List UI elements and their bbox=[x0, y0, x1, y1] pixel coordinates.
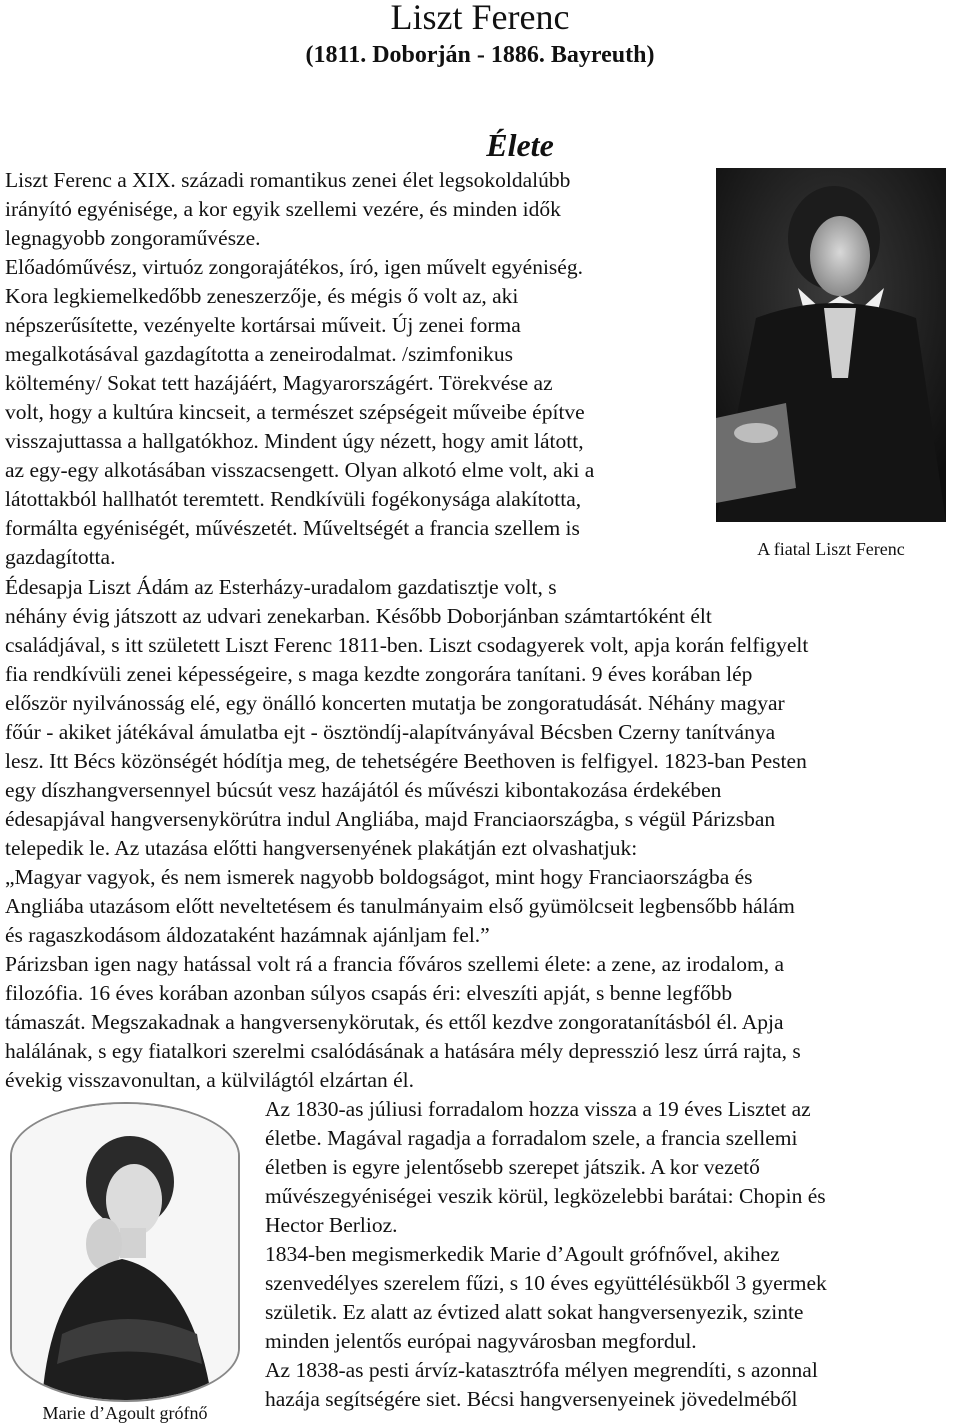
text-line: születik. Ez alatt az évtized alatt sokat hangversenyezik, szinte bbox=[265, 1300, 804, 1324]
young-liszt-portrait bbox=[716, 168, 946, 522]
text-line: legnagyobb zongoraművésze. bbox=[5, 226, 261, 250]
text-line: Édesapja Liszt Ádám az Esterházy-uradalom gazdatisztje volt, s bbox=[5, 575, 557, 599]
text-line: minden jelentős európai nagyvárosban megfordul. bbox=[265, 1329, 697, 1353]
text-line: fia rendkívüli zenei képességeire, s maga kezdte zongorára tanítani. 9 éves korában lép bbox=[5, 662, 753, 686]
text-line: „Magyar vagyok, és nem ismerek nagyobb boldogságot, mint hogy Franciaországba és bbox=[5, 865, 753, 889]
text-line: művészegyéniségei veszik körül, legközelebbi barátai: Chopin és bbox=[265, 1184, 826, 1208]
text-line: telepedik le. Az utazása előtti hangversenyének plakátján ezt olvashatjuk: bbox=[5, 836, 638, 860]
text-line: népszerűsítette, vezényelte kortársai műveit. Új zenei forma bbox=[5, 313, 521, 337]
text-line: az egy-egy alkotásában visszacsengett. Olyan alkotó elme volt, aki a bbox=[5, 458, 595, 482]
young-liszt-caption: A fiatal Liszt Ferenc bbox=[757, 539, 905, 559]
text-line: Előadóművész, virtuóz zongorajátékos, író, igen művelt egyéniség. bbox=[5, 255, 583, 279]
agoult-caption: Marie d’Agoult grófnő bbox=[42, 1403, 208, 1423]
text-line: életbe. Magával ragadja a forradalom szele, a francia szellemi bbox=[265, 1126, 798, 1150]
text-line: halálának, s egy fiatalkori szerelmi csalódásának a hatására mély depresszió lesz úrrá rajta, s bbox=[5, 1039, 801, 1063]
text-line: először nyilvánosság elé, egy önálló koncerten mutatja be zongoratudását. Néhány magyar bbox=[5, 691, 785, 715]
text-line: egy díszhangversennyel búcsút vesz hazájától és művészi kibontakozása érdekében bbox=[5, 778, 722, 802]
text-line: támaszát. Megszakadnak a hangversenykörutak, és ettől kezdve zongoratanításból él. Apja bbox=[5, 1010, 784, 1034]
text-line: visszajuttassa a hallgatókhoz. Mindent úgy nézett, hogy amit látott, bbox=[5, 429, 584, 453]
text-line: Angliába utazásom előtt neveltetésem és tanulmányaim első gyümölcseit legbensőbb hálám bbox=[5, 894, 795, 918]
page-title: Liszt Ferenc bbox=[390, 0, 570, 37]
text-line: életben is egyre jelentősebb szerepet játszik. A kor vezető bbox=[265, 1155, 760, 1179]
text-line: szenvedélyes szerelem fűzi, s 10 éves együttélésükből 3 gyermek bbox=[265, 1271, 827, 1295]
text-line: Kora legkiemelkedőbb zeneszerzője, és mégis ő volt az, aki bbox=[5, 284, 519, 308]
text-line: 1834-ben megismerkedik Marie d’Agoult grófnővel, akihez bbox=[265, 1242, 780, 1266]
text-line: gazdagította. bbox=[5, 545, 116, 569]
text-line: látottakból hallhatót teremtett. Rendkívüli fogékonysága alakította, bbox=[5, 487, 582, 511]
text-line: hazája segítségére siet. Bécsi hangversenyeinek jövedelméből bbox=[265, 1387, 798, 1411]
text-line: költemény/ Sokat tett hazájáért, Magyarországért. Törekvése az bbox=[5, 371, 553, 395]
text-line: évekig visszavonultan, a külvilágtól elzártan él. bbox=[5, 1068, 414, 1092]
section-heading: Élete bbox=[486, 127, 554, 163]
agoult-portrait bbox=[10, 1102, 240, 1402]
text-line: Liszt Ferenc a XIX. századi romantikus zenei élet legsokoldalúbb bbox=[5, 168, 571, 192]
text-line: irányító egyénisége, a kor egyik szellemi vezére, és minden idők bbox=[5, 197, 561, 221]
text-line: volt, hogy a kultúra kincseit, a természet szépségeit műveibe építve bbox=[5, 400, 585, 424]
page-subtitle: (1811. Doborján - 1886. Bayreuth) bbox=[305, 42, 655, 68]
text-line: édesapjával hangversenykörútra indul Angliába, majd Franciaországba, s végül Párizsban bbox=[5, 807, 776, 831]
text-line: néhány évig játszott az udvari zenekarban. Később Doborjánban számtartóként élt bbox=[5, 604, 712, 628]
text-line: lesz. Itt Bécs közönségét hódítja meg, de tehetségére Beethoven is felfigyel. 1823-ban Pesten bbox=[5, 749, 807, 773]
text-line: Az 1838-as pesti árvíz-katasztrófa mélyen megrendíti, s azonnal bbox=[265, 1358, 818, 1382]
text-line: és ragaszkodásom áldozataként hazámnak ajánljam fel.” bbox=[5, 923, 490, 947]
text-line: filozófia. 16 éves korában azonban súlyos csapás éri: elveszíti apját, s benne legfőbb bbox=[5, 981, 733, 1005]
text-line: formálta egyéniségét, művészetét. Műveltségét a francia szellem is bbox=[5, 516, 580, 540]
text-line: Párizsban igen nagy hatással volt rá a francia főváros szellemi élete: a zene, az irodalom, a bbox=[5, 952, 785, 976]
text-line: Az 1830-as júliusi forradalom hozza vissza a 19 éves Lisztet az bbox=[265, 1097, 811, 1121]
text-line: főúr - akiket játékával ámulatba ejt - ösztöndíj-alapítványával Bécsben Czerny tanítványa bbox=[5, 720, 776, 744]
text-line: Hector Berlioz. bbox=[265, 1213, 398, 1237]
text-line: megalkotásával gazdagította a zeneirodalmat. /szimfonikus bbox=[5, 342, 514, 366]
text-line: családjával, s itt született Liszt Ferenc 1811-ben. Liszt csodagyerek volt, apja korán felfigyelt bbox=[5, 633, 809, 657]
